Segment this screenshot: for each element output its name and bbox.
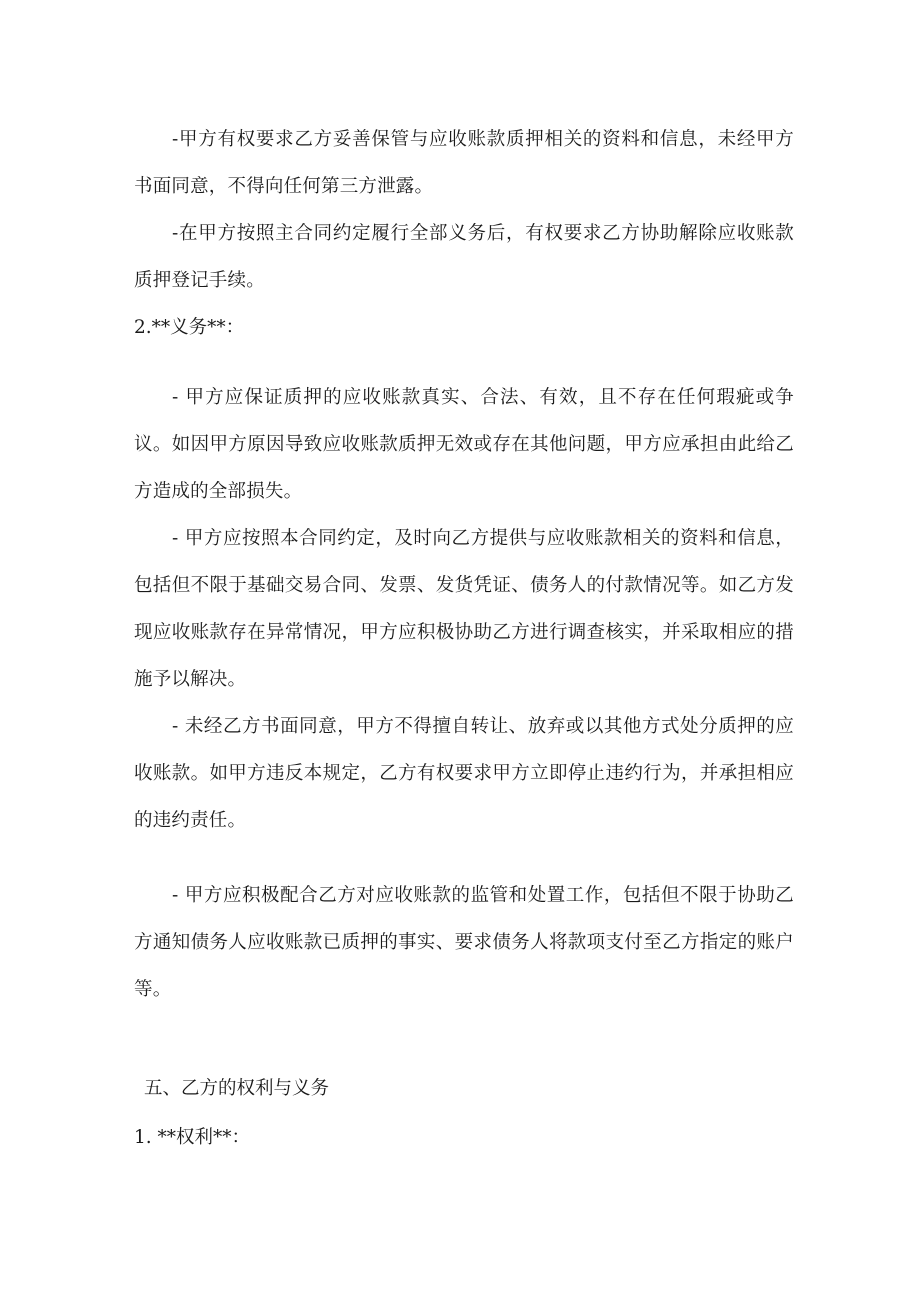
heading-rights: 1. **权利**：	[134, 1127, 251, 1148]
paragraph-obligation-authenticity: - 甲方应保证质押的应收账款真实、合法、有效，且不存在任何瑕疵或争议。如因甲方原因导致应收账款质押无效或存在其他问题，甲方应承担由此给乙方造成的全部损失。	[134, 387, 794, 502]
paragraph-right-release-pledge: -在甲方按照主合同约定履行全部义务后，有权要求乙方协助解除应收账款质押登记手续。	[134, 223, 794, 291]
paragraph-right-confidentiality: -甲方有权要求乙方妥善保管与应收账款质押相关的资料和信息，未经甲方书面同意，不得向任何第三方泄露。	[134, 129, 794, 197]
paragraph-obligation-provide-info: - 甲方应按照本合同约定，及时向乙方提供与应收账款相关的资料和信息，包括但不限于基础交易合同、发票、发货凭证、债务人的付款情况等。如乙方发现应收账款存在异常情况，甲方应积极协助乙方进行调查核实，并采取相应的措施予以解决。	[134, 528, 794, 690]
heading-obligations: 2.**义务**：	[134, 317, 245, 338]
section-heading-party-b-rights: 五、乙方的权利与义务	[144, 1078, 330, 1099]
paragraph-obligation-no-disposal: - 未经乙方书面同意，甲方不得擅自转让、放弃或以其他方式处分质押的应收账款。如甲方违反本规定，乙方有权要求甲方立即停止违约行为，并承担相应的违约责任。	[134, 716, 794, 831]
paragraph-obligation-cooperate: - 甲方应积极配合乙方对应收账款的监管和处置工作，包括但不限于协助乙方通知债务人应收账款已质押的事实、要求债务人将款项支付至乙方指定的账户等。	[134, 885, 794, 1000]
